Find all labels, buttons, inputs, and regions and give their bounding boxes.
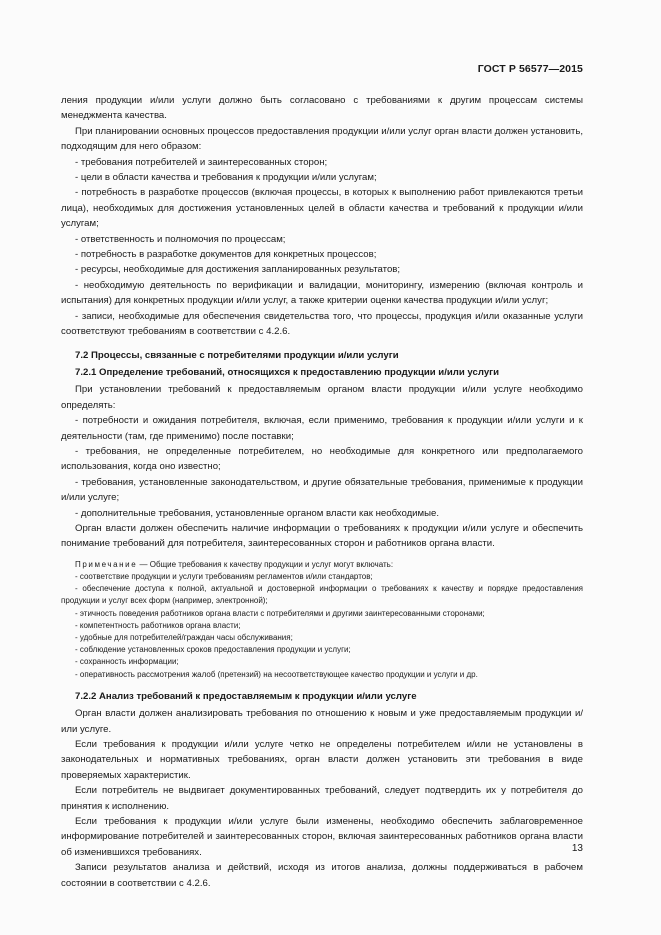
note-intro-text: — Общие требования к качеству продукции и услуг могут включать:: [137, 559, 394, 569]
page-body: [61, 93, 583, 891]
list-item: - цели в области качества и требования к продукции и/или услугам;: [75, 172, 377, 184]
note-item: - этичность поведения работников органа власти с потребителями и другими заинтересованными сторонами;: [75, 608, 485, 618]
page-number: 13: [571, 843, 583, 854]
paragraph: Орган власти должен обеспечить наличие информации о требованиях к продукции и/или услуге и обеспечить понимание требований для потребителя, заинтересованных сторон и работников органа власти.: [61, 522, 583, 550]
paragraph: Если потребитель не выдвигает документированных требований, следует подтвердить их у потребителя до принятия к исполнению.: [61, 785, 583, 812]
paragraph: Орган власти должен анализировать требования по отношению к новым и уже предоставляемым продукции и/или услуге.: [61, 708, 583, 735]
paragraph: Если требования к продукции и/или услуге четко не определены потребителем и/или не установлены в законодательных и нормативных требованиях, орган власти должен установить эти требования в виде проверяемых характеристик.: [61, 739, 583, 781]
note-item: - удобные для потребителей/граждан часы обслуживания;: [75, 633, 293, 642]
paragraph: ления продукции и/или услуги должно быть согласовано с требованиями к другим процессам системы менеджмента качества.: [61, 95, 583, 122]
list-item: - требования потребителей и заинтересованных сторон;: [75, 156, 328, 168]
note-item: - компетентность работников органа власти;: [75, 620, 241, 630]
note-block: [61, 559, 583, 681]
document-header: ГОСТ Р 56577—2015: [477, 63, 583, 75]
note-item: - сохранность информации;: [75, 657, 179, 667]
list-item: - необходимую деятельность по верификации и валидации, мониторингу, измерению (включая контроль и испытания) для конкретных продукции и/или услуг, а также критерии оценки качества продукции и/или услуг;: [61, 279, 583, 307]
list-item: - потребность в разработке процессов (включая процессы, в которых к выполнению работ привлекаются третьи лица), необходимых для достижения установленных целей в области качества и требований к продукции и/или услугам;: [61, 187, 583, 230]
list-item: - требования, установленные законодательством, и другие обязательные требования, применимые к продукции и/или услуге;: [61, 476, 583, 504]
paragraph: При планировании основных процессов предоставления продукции и/или услуг орган власти должен установить, подходящим для него образом:: [61, 125, 583, 153]
list-item: - ответственность и полномочия по процессам;: [75, 233, 286, 245]
note-label: Примечание: [75, 559, 138, 569]
list-item: - потребность в разработке документов для конкретных процессов;: [75, 249, 377, 261]
subsection-heading: 7.2.2 Анализ требований к предоставляемым к продукции и/или услуге: [75, 690, 417, 702]
note-item: - обеспечение доступа к полной, актуальной и достоверной информации о требованиях к качеству и порядке предоставления продукции и услуг всех форм (например, электронной);: [61, 584, 583, 606]
list-item: - ресурсы, необходимые для достижения запланированных результатов;: [75, 264, 401, 276]
paragraph: При установлении требований к предоставляемым органом власти продукции и/или услуге необходимо определять:: [61, 384, 583, 411]
note-item: - соблюдение установленных сроков предоставления продукции и услуги;: [75, 645, 351, 655]
subsection-heading: 7.2.1 Определение требований, относящихся к предоставлению продукции и/или услуги: [75, 366, 500, 378]
note-intro: [61, 559, 583, 571]
section-heading: 7.2 Процессы, связанные с потребителями продукции и/или услуги: [75, 349, 399, 361]
list-item: - потребности и ожидания потребителя, включая, если применимо, требования к продукции и/или услуги и к деятельности (там, где применимо) после поставки;: [61, 415, 583, 442]
list-item: - записи, необходимые для обеспечения свидетельства того, что процессы, продукция и/или оказанные услуги соответствуют требованиям в соответствии с 4.2.6.: [61, 310, 583, 338]
paragraph: Записи результатов анализа и действий, исходя из итогов анализа, должны поддерживаться в рабочем состоянии в соответствии с 4.2.6.: [61, 862, 583, 889]
list-item: - требования, не определенные потребителем, но необходимые для конкретного или предполагаемого использования, когда оно известно;: [61, 445, 583, 473]
list-item: - дополнительные требования, установленные органом власти как необходимые.: [75, 507, 440, 519]
note-item: - оперативность рассмотрения жалоб (претензий) на несоответствующее качество продукции и услуги и др.: [75, 669, 478, 679]
paragraph: Если требования к продукции и/или услуге были изменены, необходимо обеспечить заблаговременное информирование потребителей и заинтересованных сторон, включая заинтересованных работников органа власти об изменившихся требованиях.: [61, 816, 583, 858]
note-item: - соответствие продукции и услуги требованиям регламентов и/или стандартов;: [75, 571, 373, 581]
